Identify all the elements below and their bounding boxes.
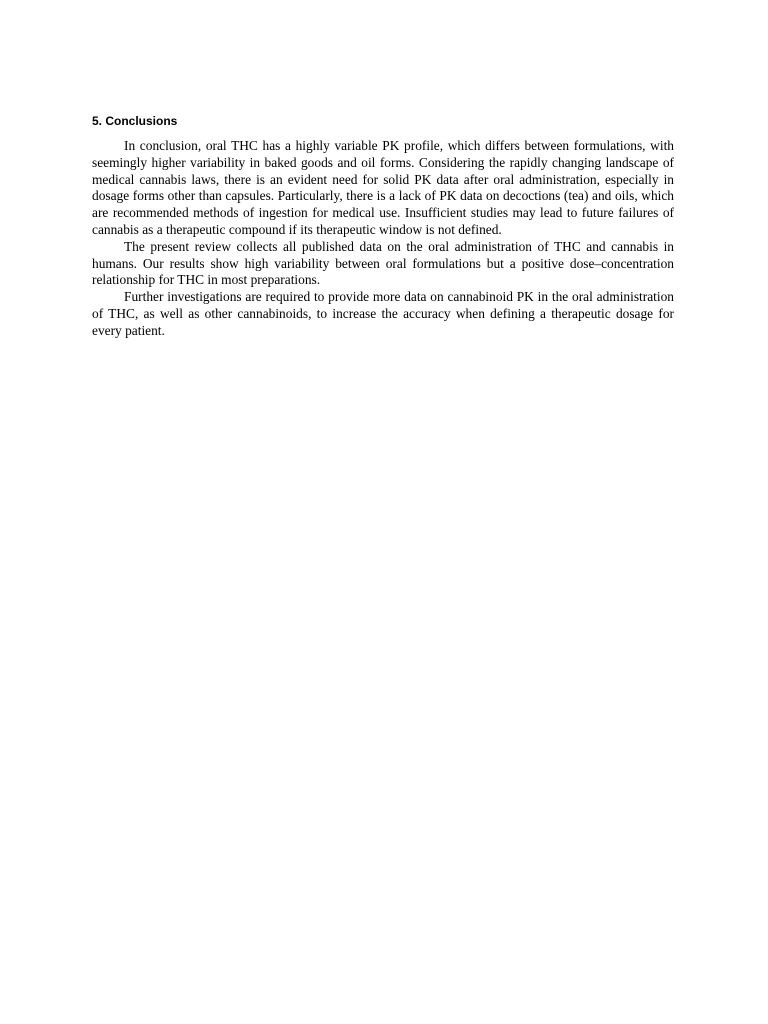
section-heading: 5. Conclusions bbox=[92, 114, 178, 128]
conclusion-paragraph-2: The present review collects all published data on the oral administration of THC and cannabis in humans. Our results show high variability between oral formulations but a positive dose–concentration relationship for THC in most preparations. bbox=[92, 238, 674, 288]
conclusion-paragraph-3: Further investigations are required to provide more data on cannabinoid PK in the oral administration of THC, as well as other cannabinoids, to increase the accuracy when defining a therapeutic dosage for every patient. bbox=[92, 289, 674, 338]
conclusion-paragraph-1: In conclusion, oral THC has a highly variable PK profile, which differs between formulations, with seemingly higher variability in baked goods and oil forms. Considering the rapidly changing landscape of medical cannabis laws, there is an evident need for solid PK data after oral administration, especially in dosage forms other than capsules. Particularly, there is a lack of PK data on decoctions (tea) and oils, which are recommended methods of ingestion for medical use. Insufficient studies may lead to future failures of cannabis as a therapeutic compound if its therapeutic window is not defined. bbox=[92, 138, 674, 237]
document-page bbox=[92, 113, 674, 340]
